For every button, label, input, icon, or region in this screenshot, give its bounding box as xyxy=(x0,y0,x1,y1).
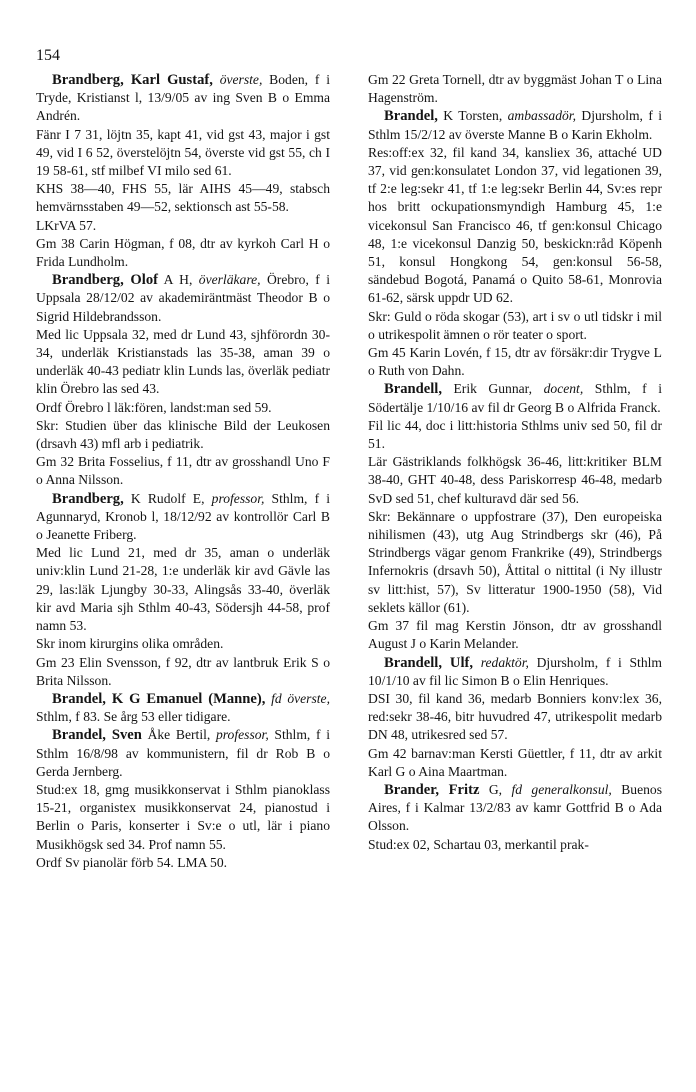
entry-paragraph: DSI 30, fil kand 36, medarb Bonniers konv:lex 36, red:sekr 38-46, bitr huvudred 47, utrikespolit medarb DN 48, utrikesred sed 57. xyxy=(368,690,662,743)
entry-text: Djursholm, f i Sthlm 15/2/12 av överste Manne B o Karin Ekholm. xyxy=(368,108,663,142)
entry-paragraph: Fänr I 7 31, löjtn 35, kapt 41, vid gst 43, major i gst 49, vid I 6 52, överstelöjtn 54, överste vid gst 55, ch I 19 58-61, stf milbef VI milo sed 61. xyxy=(36,126,330,179)
entry-paragraph: Ordf Sv pianolär förb 54. LMA 50. xyxy=(36,854,228,870)
entry-paragraph: Gm 32 Brita Fosselius, f 11, dtr av grosshandl Uno F o Anna Nilsson. xyxy=(36,454,330,488)
entry-paragraph: LKrVA 57. xyxy=(36,217,97,233)
entry-rudolf-brandberg xyxy=(36,490,330,690)
entry-role: ambassadör, xyxy=(507,108,576,124)
entry-head-rest: K Rudolf E, xyxy=(123,490,205,506)
entry-name: Brandell, xyxy=(384,381,442,398)
entry-name: Brander, Fritz xyxy=(384,781,480,798)
entry-first-paragraph xyxy=(368,107,662,143)
entry-first-paragraph xyxy=(368,781,662,836)
entry-paragraph: Med lic Lund 21, med dr 35, aman o underläk univ:klin Lund 21-28, 1:e underläk kir avd Gävle las 29, las:läk Ljungby 30-33, Alingsås 33-40, överläk kir avd Maria sjh Sthlm 40-43, Södersjh 44-58, prof namn 53. xyxy=(36,545,330,634)
entry-text: Örebro, f i Uppsala 28/12/02 av akademiräntmäst Theodor B o Sigrid Hildebrandsson. xyxy=(36,272,330,324)
entry-text: Djursholm, f i Sthlm 10/1/10 av fil lic Simon B o Elin Henriques. xyxy=(368,654,662,688)
entry-karl-gustaf-brandberg xyxy=(36,71,330,271)
entry-name: Brandell, Ulf, xyxy=(384,654,474,671)
page-number: 154 xyxy=(36,47,60,64)
entry-paragraph: Lär Gästriklands folkhögsk 36-46, litt:kritiker BLM 38-40, GHT 40-48, dess Pariskorresp 46-48, medarb SvD sed 51, chef kulturavd där sed 56. xyxy=(368,454,662,506)
entry-first-paragraph xyxy=(36,726,330,781)
entry-olof-brandberg xyxy=(36,271,330,489)
entry-first-paragraph xyxy=(368,654,662,690)
entry-paragraph: Res:off:ex 32, fil kand 34, kansliex 36, attaché UD 37, vid gen:konsulatet London 37, vid legationen 39, tf 2:e leg:sekr 41, tf 1:e leg:sekr Berlin 44, Sv:es repr hos britt ockupationsmyndigh Hamburg 45, 1:e vicekonsul San Francisco 46, tf gen:konsul Chicago 48, 1:e vicekonsul Danzig 50, beskickn:råd Köpenh 51, konsul Hongkong 54, gen:konsul 56-58, sändebud Bogotá, Panamá o Quito 58-61, Monrovia 61-62, särsk uppdr UD 62. xyxy=(368,144,662,306)
entry-head-rest: Erik Gunnar, xyxy=(441,381,533,397)
entry-head-rest: G, xyxy=(479,781,503,797)
entry-role: professor, xyxy=(211,490,265,506)
entry-name: Brandberg, xyxy=(52,490,124,507)
entry-paragraph: Stud:ex 02, Schartau 03, merkantil prak- xyxy=(368,836,589,852)
entry-sven-brandel-continued xyxy=(368,71,662,107)
entry-name: Brandel, Sven xyxy=(52,727,142,744)
entry-torsten-brandel xyxy=(368,107,662,380)
entry-paragraph: Skr: Studien über das klinische Bild der Leukosen (drsavh 43) mfl arb i pediatrik. xyxy=(36,417,330,452)
entry-role: fd generalkonsul, xyxy=(511,781,612,797)
entry-role: fd överste, xyxy=(271,690,330,706)
entry-text: Sthlm, f i Södertälje 1/10/16 av fil dr Georg B o Alfrida Franck. xyxy=(368,381,662,415)
entry-paragraph: Gm 37 fil mag Kerstin Jönson, dtr av grosshandl August J o Karin Melander. xyxy=(368,618,662,652)
entry-name: Brandel, xyxy=(384,108,438,125)
entry-role: redaktör, xyxy=(480,654,529,670)
entry-paragraph: Med lic Uppsala 32, med dr Lund 43, sjhförordn 30-34, underläk Kristianstads las 35-38, aman 39 o underläk 40-43 pediatr klin Lunds las, överläk pediatr klin Örebro las sed 43. xyxy=(36,326,330,397)
entry-text: Boden, f i Tryde, Kristianst l, 13/9/05 av ing Sven B o Emma Andrén. xyxy=(36,72,330,124)
entry-name: Brandberg, Olof xyxy=(52,272,158,289)
entry-paragraph: Gm 22 Greta Tornell, dtr av byggmäst Johan T o Lina Hagenström. xyxy=(368,72,662,106)
entry-role: överste, xyxy=(219,72,263,87)
entry-first-paragraph xyxy=(368,380,662,416)
left-column xyxy=(36,71,330,872)
entry-text: Sthlm, f 83. Se årg 53 eller tidigare. xyxy=(36,709,231,725)
right-column xyxy=(368,71,662,854)
entry-sven-brandel xyxy=(36,726,330,872)
entry-first-paragraph xyxy=(36,690,330,726)
entry-paragraph: Skr: Guld o röda skogar (53), art i sv o utl tidskr i mil o utrikespolit ämnen o rör teater o sport. xyxy=(368,308,662,342)
entry-text: Sthlm, f i Agunnaryd, Kronob l, 18/12/92 av kontrollör Carl B o Jeanette Friberg. xyxy=(36,490,331,543)
entry-paragraph: Skr: Bekännare o uppfostrare (37), Den europeiska nihilismen (43), utg Aug Strindbergs skr (46), På Strindbergs vägar genom Frankrike (49), Strindbergs Infernokris (drsavh 50), Åttital o nittital (i Ny illustr sv litt:hist, 57), Sv litteratur 1900-1950 (58), Vid seklets källor (61). xyxy=(368,508,662,615)
entry-manne-brandel xyxy=(36,690,330,726)
entry-ulf-brandell xyxy=(368,654,662,781)
entry-name: Brandberg, Karl Gustaf, xyxy=(52,72,213,88)
entry-paragraph: Skr inom kirurgins olika områden. xyxy=(36,636,224,652)
entry-head-rest: A H, xyxy=(157,272,193,288)
entry-head-rest: K Torsten, xyxy=(437,108,503,124)
entry-role: professor, xyxy=(215,727,269,743)
entry-first-paragraph xyxy=(36,71,330,126)
entry-role: överläkare, xyxy=(198,272,261,288)
entry-head-rest: Åke Bertil, xyxy=(141,727,211,743)
entry-paragraph: Gm 38 Carin Högman, f 08, dtr av kyrkoh Carl H o Frida Lundholm. xyxy=(36,235,330,270)
entry-text: Buenos Aires, f i Kalmar 13/2/83 av kamr Gottfrid B o Ada Olsson. xyxy=(368,781,662,834)
entry-paragraph: Gm 23 Elin Svensson, f 92, dtr av lantbruk Erik S o Brita Nilsson. xyxy=(36,654,330,688)
entry-name: Brandel, K G Emanuel (Manne), xyxy=(52,690,266,707)
entry-paragraph: Ordf Örebro l läk:fören, landst:man sed 59. xyxy=(36,399,272,415)
entry-paragraph: Gm 42 barnav:man Kersti Güettler, f 11, dtr av arkit Karl G o Aina Maartman. xyxy=(368,745,662,779)
entry-paragraph: Stud:ex 18, gmg musikkonservat i Sthlm pianoklass 15-21, organistex musikkonservat 24, pianostud i Berlin o Paris, konserter i Sv:e o utl, lär i piano Musikhögsk sed 34. Prof namn 55. xyxy=(36,781,330,852)
entry-paragraph: KHS 38—40, FHS 55, lär AIHS 45—49, stabsch hemvärnsstaben 49—52, sektionsch ast 55-58. xyxy=(36,181,330,215)
entry-gunnar-brandell xyxy=(368,380,662,653)
entry-text: Sthlm, f i Sthlm 16/8/98 av kommunistern, fil dr Rob B o Gerda Jernberg. xyxy=(36,727,330,779)
entry-paragraph: Gm 45 Karin Lovén, f 15, dtr av försäkr:dir Trygve L o Ruth von Dahn. xyxy=(368,345,662,379)
entry-paragraph: Fil lic 44, doc i litt:historia Sthlms univ sed 50, fil dr 51. xyxy=(368,417,662,452)
entry-first-paragraph xyxy=(36,490,330,545)
entry-first-paragraph xyxy=(36,271,330,326)
entry-fritz-brander xyxy=(368,781,662,854)
entry-role: docent, xyxy=(543,381,584,397)
